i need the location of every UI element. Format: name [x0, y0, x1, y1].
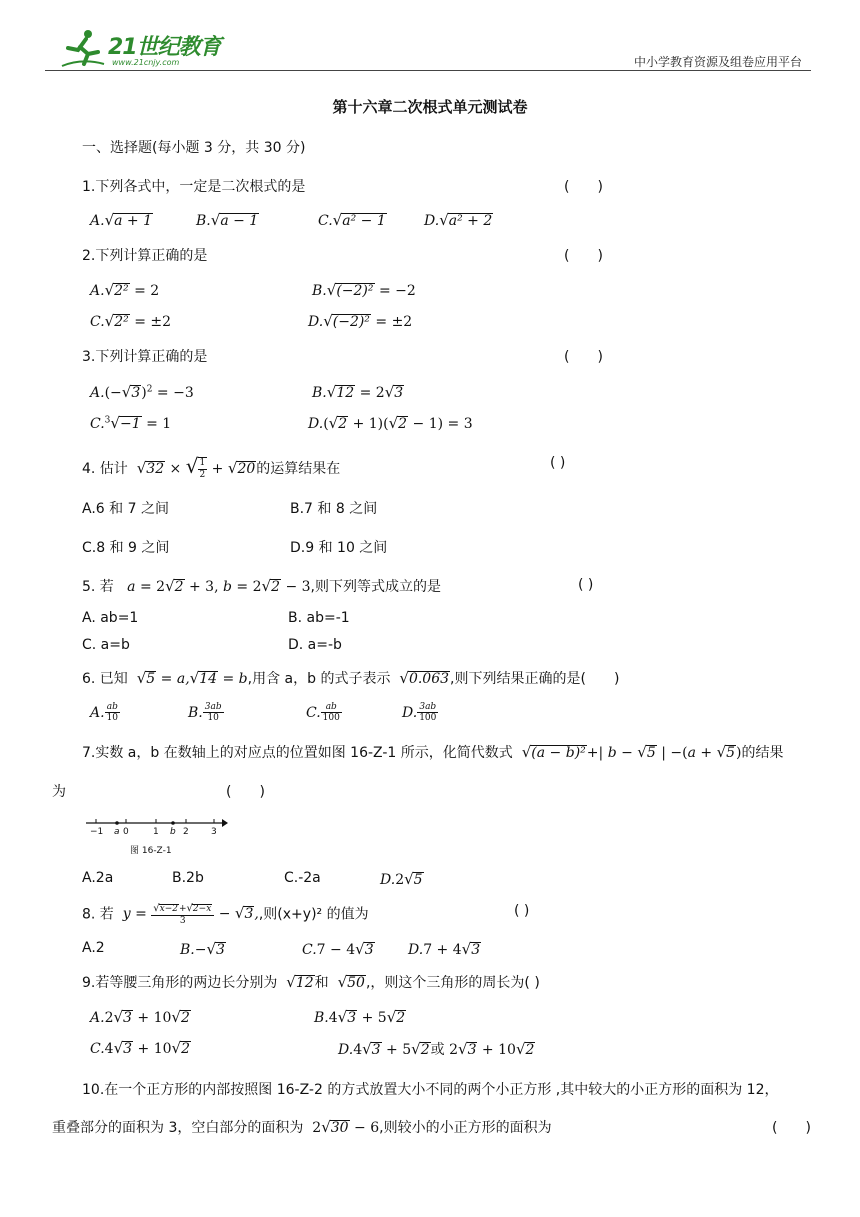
- q4-option-c: C.8 和 9 之间: [82, 540, 170, 556]
- q5-stem: 5. 若 a = 2√2 + 3, b = 2√2 − 3,则下列等式成立的是: [82, 577, 441, 595]
- axis-label-a: a: [114, 827, 120, 837]
- q9-stem: 9.若等腰三角形的两边长分别为 √12和 √50,，则这个三角形的周长为( ): [82, 973, 540, 991]
- q10-stem-line1: 10.在一个正方形的内部按照图 16-Z-2 的方式放置大小不同的两个小正方形 ,其中较大的小正方形的面积为 12，: [82, 1082, 779, 1098]
- platform-name: 中小学教育资源及组卷应用平台: [633, 55, 802, 69]
- q6-option-c: C. $\frac{ab}{100}$: [306, 702, 340, 724]
- section-heading: 一、选择题(每小题 3 分，共 30 分): [82, 140, 306, 156]
- q2-stem: 2.下列计算正确的是: [82, 248, 208, 264]
- q10-stem-line2: 重叠部分的面积为 3，空白部分的面积为 2√30 − 6,则较小的小正方形的面积为: [52, 1118, 552, 1136]
- q1-answer-blank[interactable]: ( ): [564, 179, 603, 195]
- q5-option-b: B. ab=-1: [288, 610, 350, 626]
- q4-stem: 4. 估计 √32 × √ $\frac{1}{2}$ + √20的运算结果在: [82, 454, 341, 480]
- q6-option-a: A. $\frac{ab}{10}$: [90, 702, 119, 724]
- q5-option-d: D. a=-b: [288, 637, 342, 653]
- q9-option-a: A.2√3 + 10√2: [90, 1008, 190, 1026]
- q2-option-d: D.√(−2)² = ±2: [308, 312, 413, 330]
- q8-stem: 8. 若 y = $\frac{√x-2+√2-x}{3}$ − √3,,则(x+y)² 的值为: [82, 903, 369, 926]
- q8-option-b: B.−√3: [180, 940, 225, 958]
- q7-option-c: C.-2a: [284, 870, 321, 886]
- q7-option-a: A.2a: [82, 870, 114, 886]
- axis-label-0: 0: [123, 827, 129, 837]
- q7-stem-wrap: 为: [52, 784, 66, 800]
- q1-option-d: D.√a² + 2: [424, 211, 493, 229]
- q3-option-b: B.√12 = 2√3: [312, 383, 404, 401]
- q6-stem: 6. 已知 √5 = a,√14 = b,用含 a，b 的式子表示 √0.063,则下列结果正确的是( ): [82, 669, 620, 687]
- q6-option-b: B. $\frac{3ab}{10}$: [188, 702, 222, 724]
- axis-label-neg1: −1: [90, 827, 104, 837]
- q7-option-b: B.2b: [172, 870, 204, 886]
- figure-caption: 图 16-Z-1: [130, 846, 172, 856]
- q1-stem: 1.下列各式中，一定是二次根式的是: [82, 179, 306, 195]
- q7-option-d: D.2√5: [380, 870, 423, 888]
- q9-option-b: B.4√3 + 5√2: [314, 1008, 406, 1026]
- axis-label-1: 1: [153, 827, 159, 837]
- q1-option-c: C.√a² − 1: [318, 211, 386, 229]
- q3-stem: 3.下列计算正确的是: [82, 349, 208, 365]
- axis-label-3: 3: [211, 827, 217, 837]
- page-title: 第十六章二次根式单元测试卷: [332, 98, 528, 116]
- q1-option-b: B.√a − 1: [196, 211, 259, 229]
- q1-option-a: A.√a + 1: [90, 211, 153, 229]
- q5-option-c: C. a=b: [82, 637, 130, 653]
- q2-option-a: A.√2² = 2: [90, 281, 160, 299]
- q2-option-c: C.√2² = ±2: [90, 312, 172, 330]
- q3-answer-blank[interactable]: ( ): [564, 349, 603, 365]
- q8-answer-blank[interactable]: ( ): [514, 903, 530, 919]
- logo-url-text: www.21cnjy.com: [112, 58, 180, 67]
- q5-answer-blank[interactable]: ( ): [578, 577, 594, 593]
- q7-answer-blank[interactable]: ( ): [226, 784, 265, 800]
- q8-option-a: A.2: [82, 940, 105, 956]
- axis-label-b: b: [170, 827, 176, 837]
- runner-logo-icon: [58, 28, 106, 70]
- header-divider: [45, 70, 811, 71]
- q7-number-line-figure: [84, 813, 229, 859]
- q8-option-d: D.7 + 4√3: [408, 940, 481, 958]
- logo: [58, 28, 238, 72]
- q4-option-d: D.9 和 10 之间: [290, 540, 388, 556]
- q9-option-d: D.4√3 + 5√2或 2√3 + 10√2: [338, 1040, 535, 1058]
- q3-option-d: D.(√2 + 1)(√2 − 1) = 3: [308, 414, 473, 432]
- q2-option-b: B.√(−2)² = −2: [312, 281, 416, 299]
- q6-option-d: D. $\frac{3ab}{100}$: [402, 702, 437, 724]
- q3-option-c: C.$^3$√−1 = 1: [90, 414, 172, 432]
- logo-main-text: 21世纪教育: [108, 35, 221, 60]
- q7-stem: 7.实数 a，b 在数轴上的对应点的位置如图 16-Z-1 所示，化简代数式 √(a − b)²+| b − √5 | −(a + √5)的结果: [82, 743, 784, 761]
- q9-option-c: C.4√3 + 10√2: [90, 1039, 191, 1057]
- q4-answer-blank[interactable]: ( ): [550, 455, 566, 471]
- q4-option-a: A.6 和 7 之间: [82, 501, 169, 517]
- q5-option-a: A. ab=1: [82, 610, 139, 626]
- q2-answer-blank[interactable]: ( ): [564, 248, 603, 264]
- q4-option-b: B.7 和 8 之间: [290, 501, 378, 517]
- q8-option-c: C.7 − 4√3: [302, 940, 374, 958]
- q3-option-a: $A.(-√3)^2 = -3$: [90, 383, 194, 401]
- q10-answer-blank[interactable]: ( ): [772, 1120, 811, 1136]
- axis-label-2: 2: [183, 827, 189, 837]
